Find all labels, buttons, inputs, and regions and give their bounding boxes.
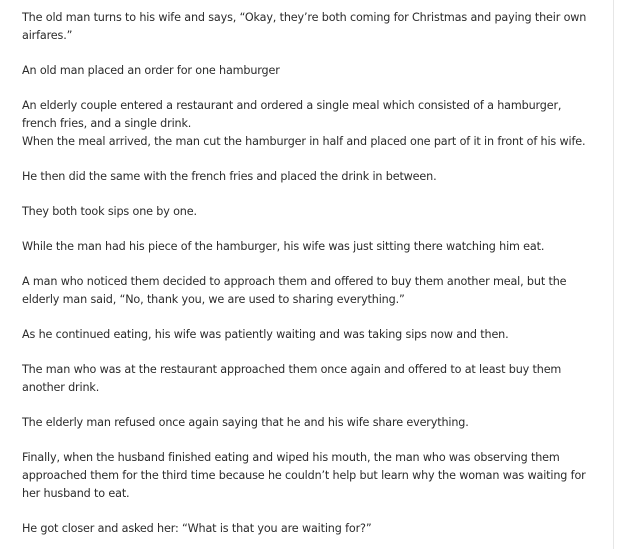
paragraph-line: her husband to eat.: [22, 487, 130, 500]
paragraph-line: As he continued eating, his wife was patiently waiting and was taking sips now and then.: [22, 328, 509, 341]
paragraph-line: airfares.”: [22, 29, 73, 42]
paragraph-line: The old man turns to his wife and says, “Okay, they’re both coming for Christmas and paying their own: [22, 11, 587, 24]
paragraph: [22, 326, 590, 344]
paragraph-line: While the man had his piece of the hamburger, his wife was just sitting there watching him eat.: [22, 240, 545, 253]
paragraph-line: An old man placed an order for one hamburger: [22, 64, 280, 77]
paragraph-line: He got closer and asked her: “What is that you are waiting for?”: [22, 522, 372, 535]
paragraph-line: another drink.: [22, 381, 100, 394]
paragraph-line: The elderly man refused once again saying that he and his wife share everything.: [22, 416, 469, 429]
paragraph-line: approached them for the third time because he couldn’t help but learn why the woman was waiting for: [22, 469, 586, 482]
paragraph-line: They both took sips one by one.: [22, 205, 197, 218]
paragraph-line: elderly man said, “No, thank you, we are used to sharing everything.”: [22, 293, 405, 306]
paragraph-line: He then did the same with the french fries and placed the drink in between.: [22, 170, 437, 183]
paragraph-line: french fries, and a single drink.: [22, 117, 192, 130]
paragraph: [22, 361, 590, 397]
paragraph-line: An elderly couple entered a restaurant and ordered a single meal which consisted of a hamburger,: [22, 99, 562, 112]
paragraph-line: A man who noticed them decided to approach them and offered to buy them another meal, but the: [22, 275, 567, 288]
paragraph: [22, 273, 590, 309]
paragraph: [22, 238, 590, 256]
paragraph: [22, 62, 590, 80]
paragraph: [22, 97, 590, 151]
paragraph-line: The man who was at the restaurant approached them once again and offered to at least buy them: [22, 363, 562, 376]
paragraph: [22, 168, 590, 186]
paragraph: [22, 449, 590, 503]
paragraph-line: When the meal arrived, the man cut the hamburger in half and placed one part of it in front of his wife.: [22, 135, 586, 148]
paragraph: [22, 520, 590, 538]
paragraph: [22, 414, 590, 432]
paragraph: [22, 203, 590, 221]
paragraph: [22, 9, 590, 45]
article-body: [22, 9, 590, 555]
paragraph-line: Finally, when the husband finished eating and wiped his mouth, the man who was observing them: [22, 451, 560, 464]
